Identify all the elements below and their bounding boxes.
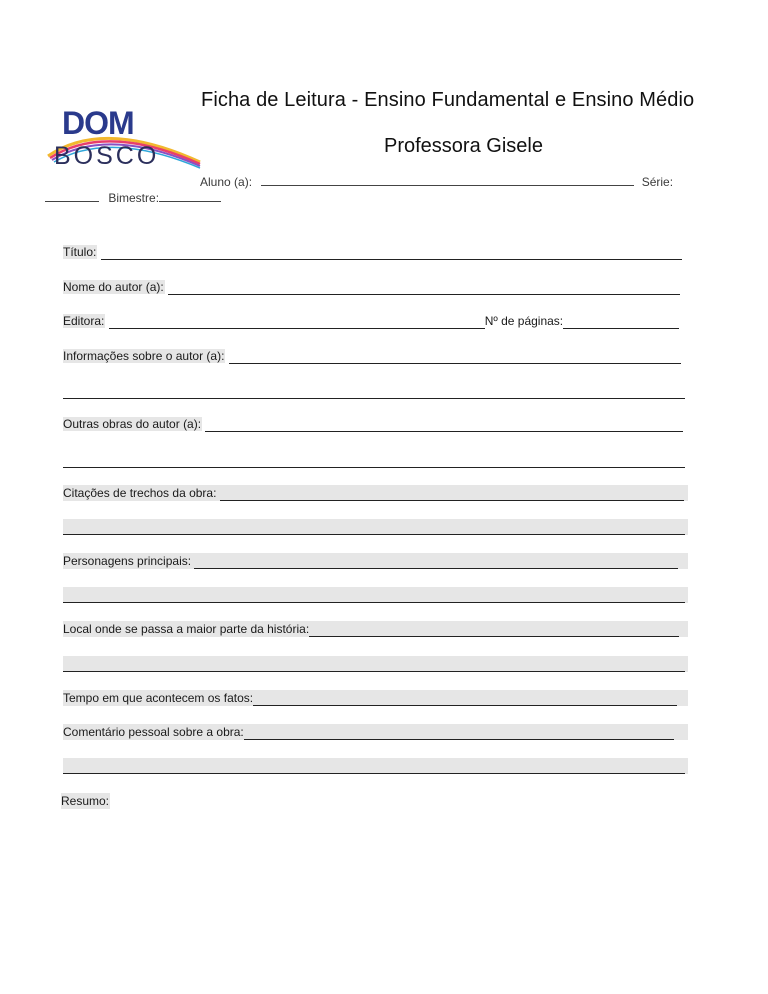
editora-field xyxy=(63,313,688,329)
personagens-input-line[interactable] xyxy=(194,556,678,569)
info-autor-field xyxy=(63,348,688,364)
local-line-2[interactable] xyxy=(63,659,685,672)
aluno-label: Aluno (a): xyxy=(200,175,253,189)
aluno-input-line[interactable] xyxy=(261,175,634,186)
comentario-input-line[interactable] xyxy=(244,727,674,740)
bimestre-row xyxy=(45,191,221,205)
personagens-label: Personagens principais: xyxy=(63,554,192,568)
personagens-field xyxy=(63,553,688,569)
citacoes-label: Citações de trechos da obra: xyxy=(63,486,217,500)
dom-bosco-logo xyxy=(44,104,204,170)
outras-obras-field xyxy=(63,416,688,432)
editora-input-line[interactable] xyxy=(109,316,485,329)
comentario-label: Comentário pessoal sobre a obra: xyxy=(63,725,244,739)
info-autor-label: Informações sobre o autor (a): xyxy=(63,349,225,363)
titulo-input-line[interactable] xyxy=(101,247,682,260)
personagens-line-2[interactable] xyxy=(63,590,685,603)
comentario-extra-line[interactable] xyxy=(63,758,688,774)
info-autor-line-2[interactable] xyxy=(63,386,685,399)
tempo-label: Tempo em que acontecem os fatos: xyxy=(63,691,254,705)
info-autor-extra-line[interactable] xyxy=(63,383,688,399)
titulo-label: Título: xyxy=(63,245,97,259)
comentario-line-2[interactable] xyxy=(63,761,685,774)
tempo-field xyxy=(63,690,688,706)
tempo-input-line[interactable] xyxy=(253,693,677,706)
comentario-field xyxy=(63,724,688,740)
serie-input-line[interactable] xyxy=(45,191,99,202)
titulo-field xyxy=(63,244,688,260)
citacoes-extra-line[interactable] xyxy=(63,519,688,535)
page-title: Ficha de Leitura - Ensino Fundamental e Ensino Médio xyxy=(201,89,695,111)
info-autor-input-line[interactable] xyxy=(229,351,681,364)
local-field xyxy=(63,621,688,637)
outras-obras-label: Outras obras do autor (a): xyxy=(63,417,202,431)
bimestre-input-line[interactable] xyxy=(159,191,221,202)
logo-bottom-text: BOSCO xyxy=(54,142,160,170)
citacoes-line-2[interactable] xyxy=(63,522,685,535)
nome-autor-field xyxy=(63,279,688,295)
bimestre-label: Bimestre: xyxy=(108,191,160,205)
personagens-extra-line[interactable] xyxy=(63,587,688,603)
local-input-line[interactable] xyxy=(309,624,679,637)
num-paginas-label: Nº de páginas: xyxy=(484,314,564,328)
outras-obras-input-line[interactable] xyxy=(205,419,683,432)
citacoes-input-line[interactable] xyxy=(220,488,684,501)
editora-label: Editora: xyxy=(63,314,105,328)
num-paginas-input-line[interactable] xyxy=(563,316,679,329)
nome-autor-input-line[interactable] xyxy=(168,282,680,295)
logo-top-text: DOM xyxy=(62,105,134,141)
citacoes-field xyxy=(63,485,688,501)
local-label: Local onde se passa a maior parte da história: xyxy=(63,622,310,636)
serie-label: Série: xyxy=(641,175,674,189)
teacher-name: Professora Gisele xyxy=(384,135,543,157)
outras-obras-extra-line[interactable] xyxy=(63,452,688,468)
resumo-label: Resumo: xyxy=(61,794,110,808)
aluno-row xyxy=(200,175,673,189)
outras-obras-line-2[interactable] xyxy=(63,455,685,468)
local-extra-line[interactable] xyxy=(63,656,688,672)
nome-autor-label: Nome do autor (a): xyxy=(63,280,164,294)
